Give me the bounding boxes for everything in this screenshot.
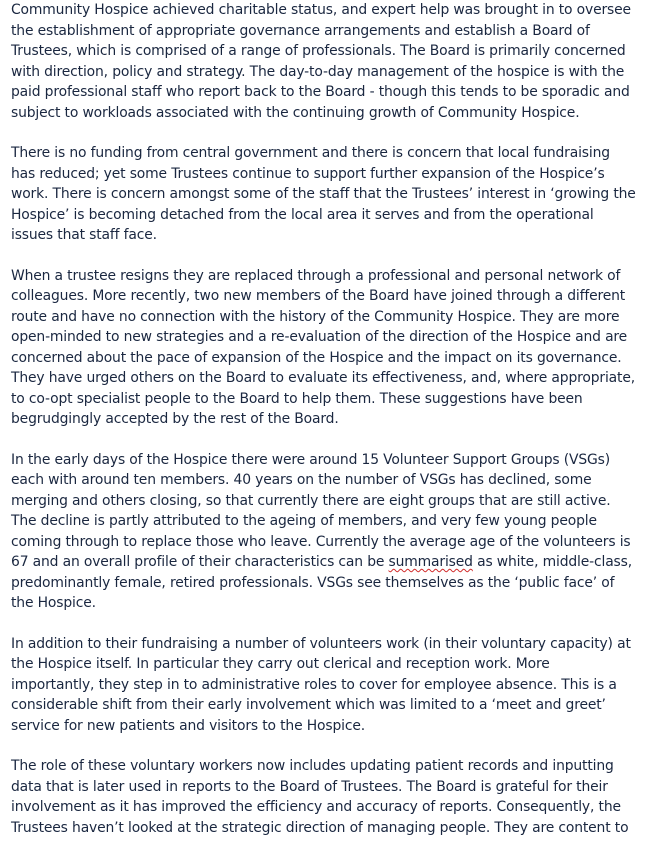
- document-body: [11, 0, 637, 858]
- paragraph-volunteer-groups: [11, 450, 637, 614]
- paragraph-volunteer-work: In addition to their fundraising a number of volunteers work (in their voluntary capacity) at the Hospice itself. In particular they carry out clerical and reception work. More importantly, they step in to administrative roles to cover for employee absence. This is a considerable shift from their early involvement which was limited to a ‘meet and greet’ service for new patients and visitors to the Hospice.: [11, 635, 631, 734]
- paragraph-text-segment: In the early days of the Hospice there were around 15 Volunteer Support Groups (VSGs) each with around ten members. 40 years on the number of VSGs has declined, some merging and others closing, so that currently there are eight groups that are still active. The decline is partly attributed to the ageing of members, and very few young people coming through to replace those who leave. Currently the average age of the volunteers is 67 and an overall profile of their characteristics can be: [11, 451, 631, 570]
- spellcheck-flagged-word[interactable]: summarised: [388, 554, 473, 570]
- paragraph-trustee-recruitment: When a trustee resigns they are replaced through a professional and personal network of colleagues. More recently, two new members of the Board have joined through a different route and have no connection with the history of the Community Hospice. They are more open-minded to new strategies and a re-evaluation of the direction of the Hospice and are concerned about the pace of expansion of the Hospice and the impact on its governance. They have urged others on the Board to evaluate its effectiveness, and, where appropriate, to co-opt specialist people to the Board to help them. These suggestions have been begrudgingly accepted by the rest of the Board.: [11, 267, 635, 427]
- paragraph-text-segment: as white, middle-class, predominantly female, retired professionals. VSGs see themselves as the ‘public face’ of the Hospice.: [11, 554, 632, 611]
- paragraph-voluntary-roles: The role of these voluntary workers now includes updating patient records and inputting data that is later used in reports to the Board of Trustees. The Board is grateful for their involvement as it has improved the efficiency and accuracy of reports. Consequently, the Trustees haven’t looked at the strategic direction of managing people. They are content to: [11, 758, 629, 836]
- paragraph-funding: There is no funding from central government and there is concern that local fundraising has reduced; yet some Trustees continue to support further expansion of the Hospice’s work. There is concern amongst some of the staff that the Trustees’ interest in ‘growing the Hospice’ is becoming detached from the local area it serves and from the operational issues that staff face.: [11, 145, 636, 243]
- paragraph-charitable-status: Community Hospice achieved charitable status, and expert help was brought in to oversee the establishment of appropriate governance arrangements and establish a Board of Trustees, which is comprised of a range of professionals. The Board is primarily concerned with direction, policy and strategy. The day-to-day management of the hospice is with the paid professional staff who report back to the Board - though this tends to be sporadic and subject to workloads associated with the continuing growth of Community Hospice.: [11, 2, 631, 121]
